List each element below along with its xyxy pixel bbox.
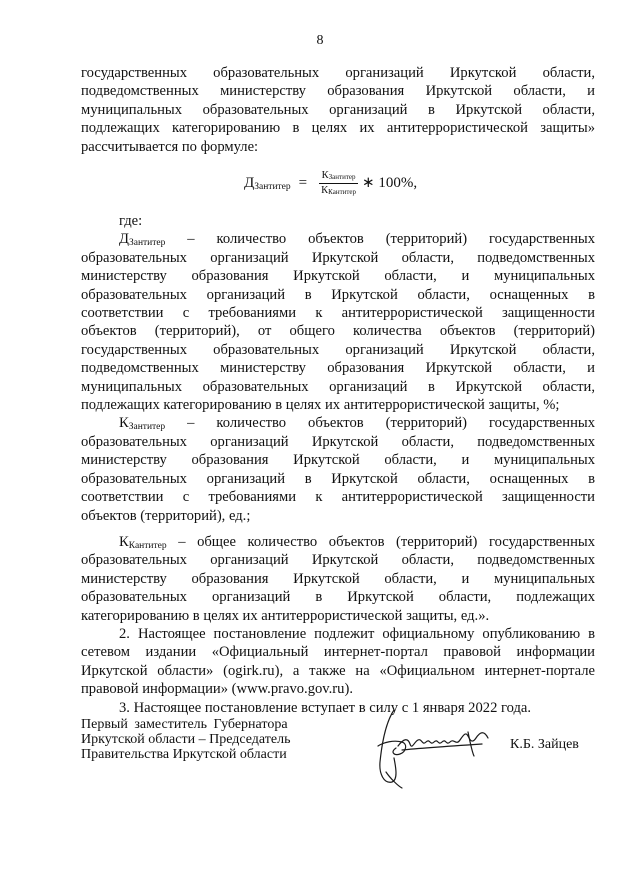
document-body xyxy=(81,64,595,156)
def-symbol: К xyxy=(119,415,129,432)
def-line: объектов (территорий), от общего количества объектов (территорий) xyxy=(81,323,595,340)
def-line: – общее количество объектов (территорий) государственных xyxy=(166,533,595,550)
def-line: соответствии с требованиями к антитеррористической защищенности xyxy=(81,489,595,506)
def-symbol: Д xyxy=(119,231,129,248)
paragraph-3: 3. Настоящее постановление вступает в силу с 1 января 2022 года. xyxy=(119,699,532,716)
spacer xyxy=(81,525,595,533)
intro-paragraph xyxy=(81,64,595,156)
formula-fraction xyxy=(319,170,358,197)
para-line: правовой информации» (www.pravo.gov.ru). xyxy=(81,681,353,698)
formula-equals: = xyxy=(298,174,308,191)
definition-k-zantiter xyxy=(81,414,595,524)
intro-line: подлежащих категорированию в целях их антитеррористической защиты» xyxy=(81,120,595,137)
def-line: образовательных организаций Иркутской области, подведомственных xyxy=(81,552,595,569)
def-subscript: Зантитер xyxy=(128,422,166,433)
signatory-title-line: Иркутской области – Председатель xyxy=(81,732,291,747)
def-line: – количество объектов (территорий) государственных xyxy=(165,415,595,432)
intro-line: рассчитывается по формуле: xyxy=(81,138,259,155)
def-line: образовательных организаций в Иркутской области, подлежащих xyxy=(81,589,595,606)
definitions xyxy=(81,212,595,717)
def-line: категорированию в целях их антитеррористической защиты, ед.». xyxy=(81,607,490,624)
def-line: министерству образования Иркутской области, и муниципальных xyxy=(81,570,595,587)
signatory-title-line: Правительства Иркутской области xyxy=(81,747,287,762)
signatory-title-line: Первый заместитель Губернатора xyxy=(81,717,288,732)
definition-k-kantiter xyxy=(81,533,595,625)
signatory-title xyxy=(81,717,290,762)
where-label: где: xyxy=(119,213,143,229)
def-line: подведомственных министерству образования Иркутской области, и xyxy=(81,360,595,377)
formula-numerator: $К_{Зантитер}$ xyxy=(321,169,356,181)
paragraph-2 xyxy=(81,625,595,699)
intro-line: подведомственных министерству образования Иркутской области, и xyxy=(81,83,595,100)
def-line: образовательных организаций Иркутской области, подведомственных xyxy=(81,433,595,450)
page-number: 8 xyxy=(316,33,324,48)
def-line: образовательных организаций Иркутской области, подведомственных xyxy=(81,249,595,266)
def-line: образовательных организаций в Иркутской области, оснащенных в xyxy=(81,470,595,487)
para-line: Иркутской области» (ogirk.ru), а также на «Официальном интернет-портале xyxy=(81,662,595,679)
def-line: муниципальных образовательных организаций в Иркутской области, xyxy=(81,378,595,395)
formula-lhs: $Д_{Зантитер}$ xyxy=(244,174,291,192)
def-symbol: К xyxy=(119,533,129,550)
para-line: сетевом издании «Официальный интернет-портал правовой информации xyxy=(81,644,595,661)
formula xyxy=(244,165,417,201)
def-line: соответствии с требованиями к антитеррористической защищенности xyxy=(81,305,595,322)
handwritten-signature xyxy=(372,702,512,792)
def-line: – количество объектов (территорий) государственных xyxy=(165,231,595,248)
para-line: 2. Настоящее постановление подлежит официальному опубликованию в xyxy=(119,625,595,642)
def-line: образовательных организаций в Иркутской области, оснащенных в xyxy=(81,286,595,303)
def-subscript: Зантитер xyxy=(128,238,166,249)
def-line: министерству образования Иркутской области, и муниципальных xyxy=(81,452,595,469)
def-line: объектов (территорий), ед.; xyxy=(81,507,251,524)
intro-line: муниципальных образовательных организаций в Иркутской области, xyxy=(81,101,595,118)
formula-tail: ∗ 100%, xyxy=(362,174,418,191)
intro-line: государственных образовательных организаций Иркутской области, xyxy=(81,65,595,81)
def-line: государственных образовательных организаций Иркутской области, xyxy=(81,341,595,358)
signatory-name: К.Б. Зайцев xyxy=(510,737,579,752)
def-subscript: Кантитер xyxy=(128,540,167,551)
def-line: подлежащих категорированию в целях их антитеррористической защиты, %; xyxy=(81,397,560,414)
definition-d-zantiter xyxy=(81,230,595,414)
formula-denominator: $К_{Кантитер}$ xyxy=(321,184,357,196)
def-line: министерству образования Иркутской области, и муниципальных xyxy=(81,268,595,285)
